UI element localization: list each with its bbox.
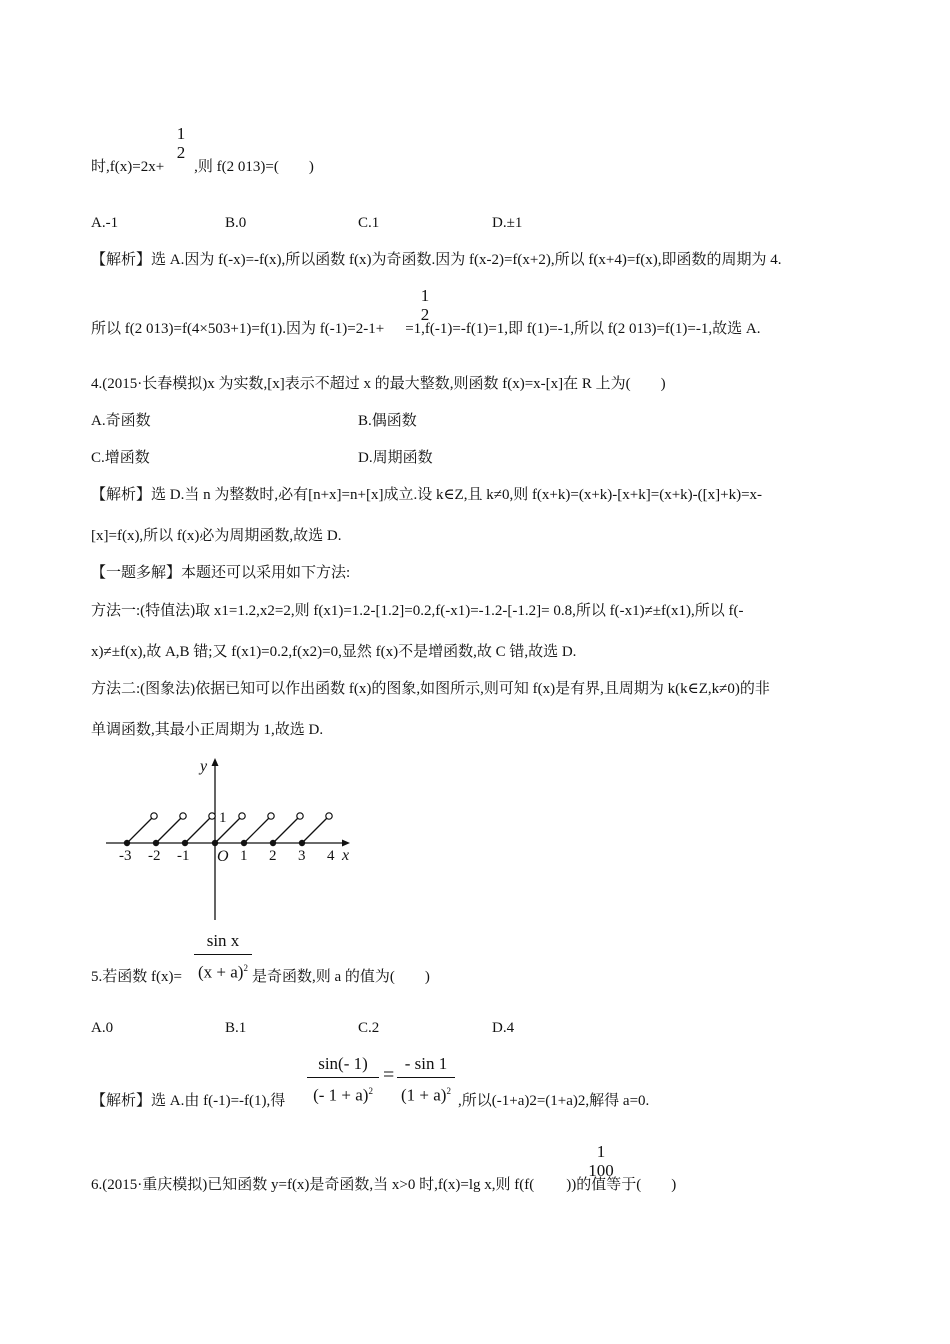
q5-solution-fraction-1-numerator: sin(- 1) — [318, 1054, 368, 1073]
floor-function-graph — [100, 752, 370, 924]
q5-solution-fraction-1 — [307, 1054, 379, 1106]
q4-stem-text-a: 4.(2015·长春模拟)x 为实数,[x]表示不超过 x 的最大整数,则函数 f(x)=x-[x]在 R 上为( — [91, 376, 631, 392]
q3-solution-fraction — [415, 286, 435, 325]
q5-fraction-numerator: sin x — [206, 931, 240, 950]
q5-choice-b: B.1 — [225, 1020, 247, 1036]
q5-solution-fraction-1-exponent: 2 — [368, 1086, 373, 1096]
q4-choice-a: A.奇函数 — [91, 413, 151, 429]
q5-solution-fraction-2-base: (1 + a) — [401, 1085, 447, 1105]
q5-stem-text-b: 是奇函数,则 a 的值为( — [251, 969, 395, 985]
origin-label: O — [217, 848, 229, 865]
x-tick-label: 1 — [240, 848, 248, 864]
q5-solution-fraction-2 — [397, 1054, 455, 1106]
q4-solution-line2: [x]=f(x),所以 f(x)必为周期函数,故选 D. — [91, 528, 342, 544]
x-tick-label: 2 — [269, 848, 277, 864]
q5-choice-d: D.4 — [492, 1020, 515, 1036]
sawtooth-segment — [185, 818, 210, 843]
q4-stem — [91, 375, 666, 393]
y-axis-label: y — [200, 758, 208, 775]
q6-stem-text-b: ))的值等于( — [566, 1177, 642, 1193]
closed-endpoint — [270, 840, 276, 846]
sawtooth-segment — [273, 818, 298, 843]
q3-stem-text-c: ) — [308, 159, 314, 175]
closed-endpoint — [241, 840, 247, 846]
open-endpoint — [297, 813, 303, 819]
q4-multi-method-title: 【一题多解】本题还可以采用如下方法: — [91, 565, 351, 581]
q5-solution-text-a: 【解析】选 A.由 f(-1)=-f(1),得 — [91, 1093, 286, 1109]
q6-fraction-denominator: 100 — [588, 1161, 614, 1180]
sawtooth-segment — [302, 818, 327, 843]
q6-stem-text-c: ) — [671, 1177, 677, 1193]
open-endpoint — [151, 813, 157, 819]
graph-segments — [124, 813, 332, 846]
q4-choice-c: C.增函数 — [91, 450, 150, 466]
q3-choice-c: C.1 — [358, 215, 380, 231]
q5-solution-fraction-2-exponent: 2 — [446, 1086, 451, 1096]
q5-fraction-denominator — [194, 958, 252, 983]
q3-solution-fraction-denominator: 2 — [420, 305, 430, 324]
q5-solution-fraction-1-denominator — [307, 1081, 379, 1106]
q5-fraction — [194, 931, 252, 983]
closed-endpoint — [124, 840, 130, 846]
q3-solution-line2-a: 所以 f(2 013)=f(4×503+1)=f(1).因为 f(-1)=2-1+ — [91, 321, 385, 337]
q5-choice-c: C.2 — [358, 1020, 380, 1036]
q5-solution-equals: = — [383, 1064, 395, 1086]
y-axis-arrow — [212, 758, 219, 766]
q4-method1-line2: x)≠±f(x),故 A,B 错;又 f(x1)=0.2,f(x2)=0,显然 f(x)不是增函数,故 C 错,故选 D. — [91, 644, 577, 660]
sawtooth-segment — [127, 818, 152, 843]
q3-choice-b: B.0 — [225, 215, 247, 231]
q5-stem — [91, 968, 430, 986]
x-tick-label: -2 — [148, 848, 161, 864]
q3-choice-a: A.-1 — [91, 215, 119, 231]
q3-stem — [91, 158, 314, 176]
x-tick-label: -1 — [177, 848, 190, 864]
q3-solution-line2-b: =1,f(-1)=-f(1)=1,即 f(1)=-1,所以 f(2 013)=f(1)=-1,故选 A. — [405, 321, 761, 337]
q6-fraction — [585, 1142, 617, 1181]
q4-choice-d: D.周期函数 — [358, 450, 433, 466]
q3-fraction — [171, 124, 191, 163]
open-endpoint — [180, 813, 186, 819]
closed-endpoint — [299, 840, 305, 846]
x-axis-label: x — [342, 847, 350, 864]
q3-choice-d: D.±1 — [492, 215, 523, 231]
q5-fraction-exponent: 2 — [243, 963, 248, 973]
q5-stem-text-a: 5.若函数 f(x)= — [91, 969, 182, 985]
q5-solution-fraction-2-numerator: - sin 1 — [404, 1054, 448, 1073]
q5-solution-text-b: ,所以(-1+a)2=(1+a)2,解得 a=0. — [458, 1093, 650, 1109]
q5-solution-fraction-1-base: (- 1 + a) — [313, 1085, 369, 1105]
x-tick-label: -3 — [119, 848, 132, 864]
sawtooth-segment — [244, 818, 269, 843]
q4-stem-text-b: ) — [660, 376, 666, 392]
x-axis-arrow — [342, 840, 350, 847]
x-tick-label: 4 — [327, 848, 335, 864]
q4-solution-line1: 【解析】选 D.当 n 为整数时,必有[n+x]=n+[x]成立.设 k∈Z,且 k≠0,则 f(x+k)=(x+k)-[x+k]=(x+k)-([x]+k)=x- — [91, 487, 763, 503]
q4-method1-line1: 方法一:(特值法)取 x1=1.2,x2=2,则 f(x1)=1.2-[1.2]=0.2,f(-x1)=-1.2-[-1.2]= 0.8,所以 f(-x1)≠±f(x1),所以 f(- — [91, 603, 744, 619]
q3-stem-text-b: ,则 f(2 013)=( — [194, 159, 279, 175]
open-endpoint — [209, 813, 215, 819]
q3-solution-line1: 【解析】选 A.因为 f(-x)=-f(x),所以函数 f(x)为奇函数.因为 f(x-2)=f(x+2),所以 f(x+4)=f(x),即函数的周期为 4. — [91, 252, 782, 268]
open-endpoint — [326, 813, 332, 819]
q4-choice-b: B.偶函数 — [358, 413, 417, 429]
closed-endpoint — [153, 840, 159, 846]
q3-stem-text-a: 时,f(x)=2x+ — [91, 159, 165, 175]
q6-stem-text-a: 6.(2015·重庆模拟)已知函数 y=f(x)是奇函数,当 x>0 时,f(x)=lg x,则 f(f( — [91, 1177, 535, 1193]
open-endpoint — [239, 813, 245, 819]
q3-solution-fraction-numerator: 1 — [420, 286, 430, 305]
q4-method2-line2: 单调函数,其最小正周期为 1,故选 D. — [91, 722, 324, 738]
closed-endpoint — [212, 840, 218, 846]
q4-method2-line1: 方法二:(图象法)依据已知可以作出函数 f(x)的图象,如图所示,则可知 f(x)是有界,且周期为 k(k∈Z,k≠0)的非 — [91, 681, 770, 697]
open-endpoint — [268, 813, 274, 819]
x-tick-label: 3 — [298, 848, 306, 864]
closed-endpoint — [182, 840, 188, 846]
q5-stem-text-c: ) — [424, 969, 430, 985]
q5-choice-a: A.0 — [91, 1020, 114, 1036]
q3-fraction-denominator: 2 — [176, 143, 186, 162]
q3-fraction-numerator: 1 — [176, 124, 186, 143]
q5-solution-fraction-2-denominator — [397, 1081, 455, 1106]
unit-one-label: 1 — [219, 810, 227, 826]
sawtooth-segment — [156, 818, 181, 843]
q6-fraction-numerator: 1 — [596, 1142, 606, 1161]
q5-fraction-denominator-base: (x + a) — [198, 962, 244, 982]
